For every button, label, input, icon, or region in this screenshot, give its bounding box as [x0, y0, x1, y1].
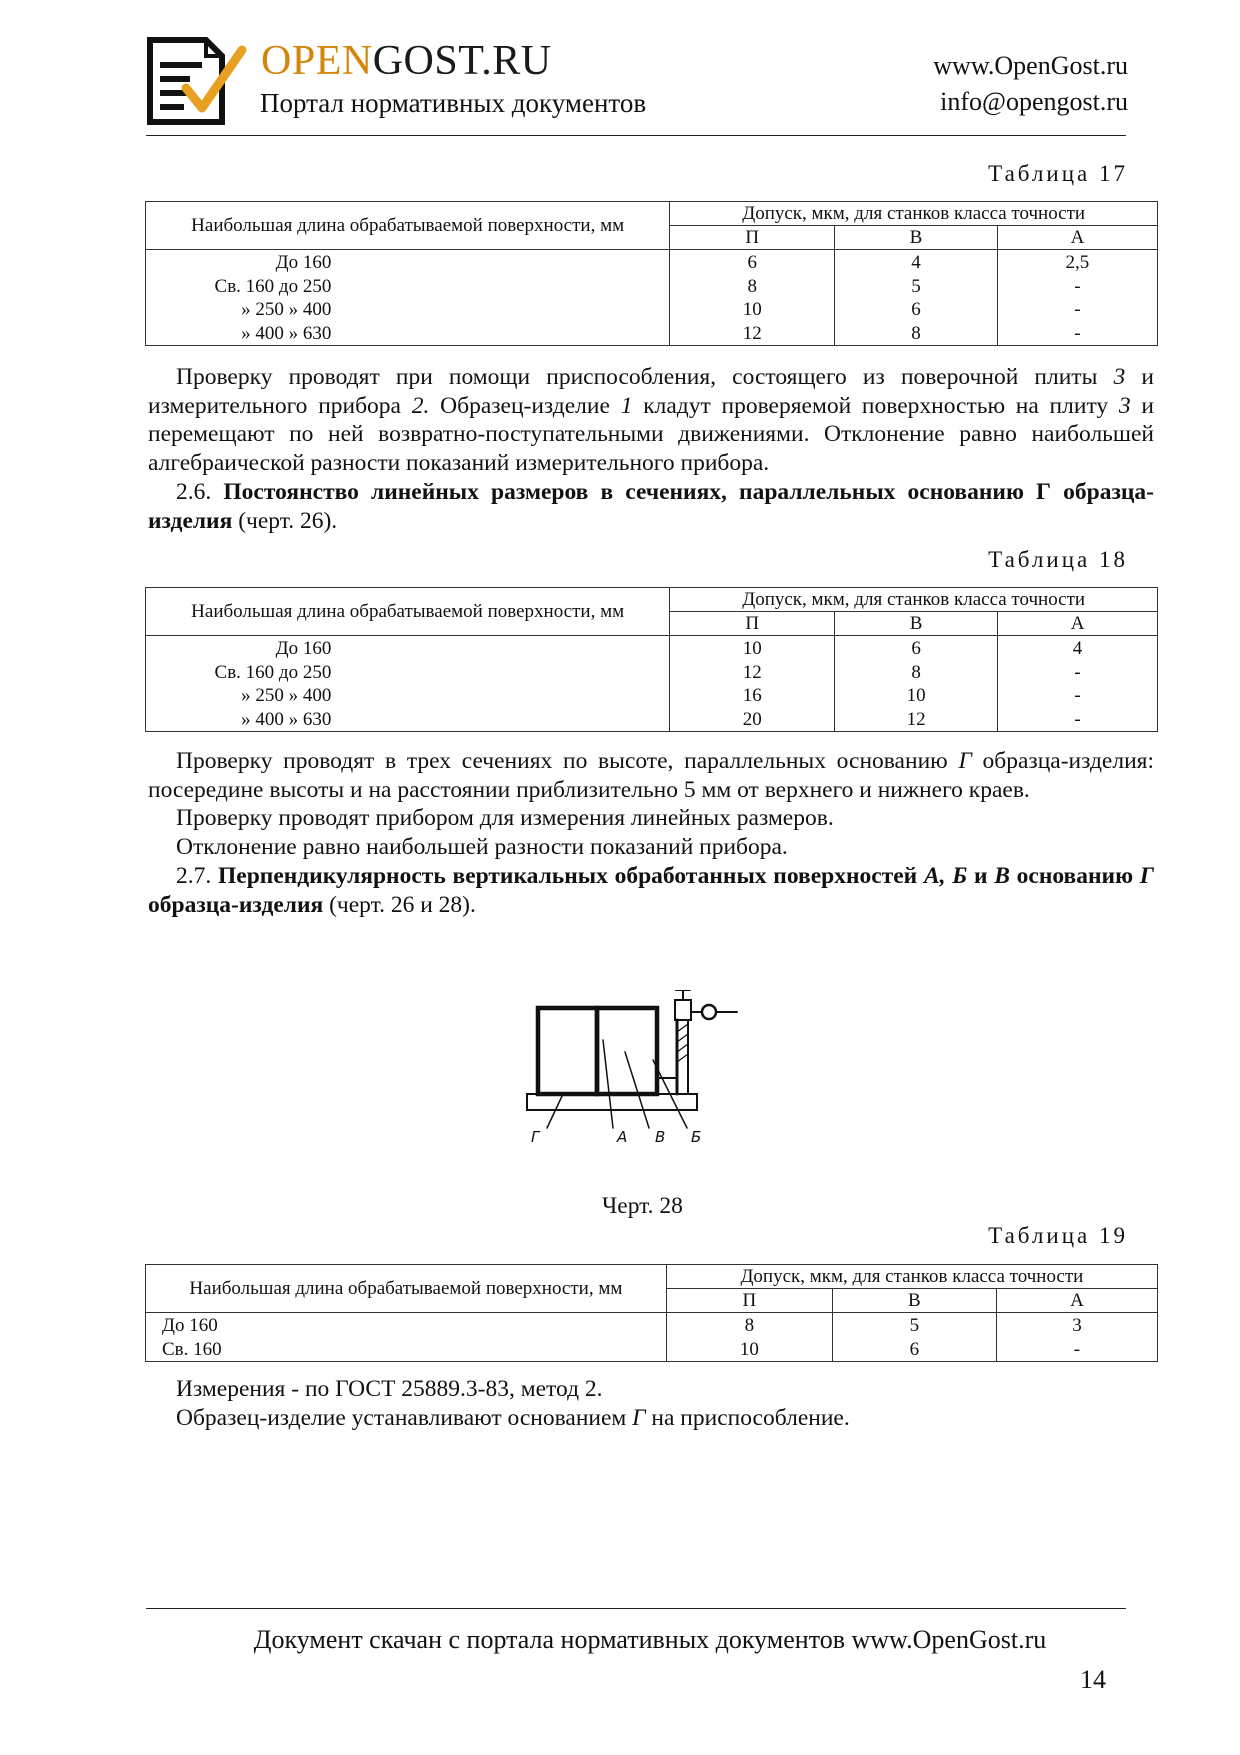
text: на приспособление. — [645, 1404, 850, 1431]
site-name — [261, 36, 552, 86]
cell: 6 — [911, 638, 921, 659]
header-divider — [146, 135, 1126, 136]
cell: 10 — [739, 1338, 759, 1360]
length-header: Наибольшая длина обрабатываемой поверхности, мм — [146, 202, 670, 250]
length-column — [146, 636, 670, 732]
class-header-p: П — [670, 226, 835, 250]
figure-label-g: Г — [531, 1128, 540, 1146]
site-subtitle: Портал нормативных документов — [260, 88, 647, 118]
length-header: Наибольшая длина обрабатываемой поверхности, мм — [146, 1265, 667, 1313]
text: Отклонение равно наибольшей разности показаний прибора. — [176, 834, 788, 861]
class-header-a: А — [997, 226, 1157, 250]
text: кладут проверяемой поверхностью на плиту — [632, 392, 1119, 419]
tolerance-header: Допуск, мкм, для станков класса точности — [666, 1265, 1157, 1289]
ref: 3 — [1118, 392, 1131, 419]
figure-label-a: А — [617, 1128, 628, 1146]
length-header: Наибольшая длина обрабатываемой поверхности, мм — [146, 588, 670, 636]
table-18 — [145, 587, 1158, 732]
site-url-link[interactable]: www.OpenGost.ru — [933, 51, 1128, 80]
cell: - — [1074, 708, 1081, 730]
cell: 12 — [906, 708, 926, 730]
class-a-column — [997, 250, 1157, 346]
cell: 10 — [906, 685, 926, 706]
cell: 8 — [744, 1315, 755, 1336]
cell: 10 — [742, 299, 762, 320]
cell: 2,5 — [1065, 252, 1090, 273]
table-row: Св. 160 — [162, 1338, 222, 1360]
cell: 4 — [911, 252, 921, 273]
text: (черт. 26). — [232, 507, 338, 534]
class-header-p: П — [666, 1289, 832, 1313]
class-header-v: В — [835, 612, 998, 636]
cell: 8 — [911, 322, 921, 344]
cell: - — [1074, 685, 1081, 706]
class-header-v: В — [832, 1289, 996, 1313]
footer-divider — [146, 1608, 1126, 1609]
ref: Г — [958, 748, 972, 774]
table-row: » 250 » 400 — [241, 299, 332, 320]
ref: Г — [632, 1404, 646, 1431]
heading-part: Г — [1139, 862, 1154, 889]
site-email-link[interactable]: info@opengost.ru — [940, 87, 1128, 116]
opengost-logo — [146, 36, 250, 126]
table-row: Св. 160 до 250 — [214, 661, 332, 683]
cell: 8 — [911, 661, 921, 683]
section-heading — [148, 863, 1154, 918]
section-2-6 — [148, 478, 1154, 535]
ref: 2. — [411, 392, 430, 419]
class-header-a: А — [996, 1289, 1157, 1313]
class-p-column — [670, 636, 835, 732]
length-column — [146, 250, 670, 346]
heading-part: и — [967, 862, 995, 889]
text: Образец-изделие — [429, 392, 621, 419]
class-header-a: А — [998, 612, 1158, 636]
class-a-column — [998, 636, 1158, 732]
cell: 10 — [742, 638, 762, 659]
text: и перемещают по ней возвратно-поступательными движениями. Отклонение равно наибольшей алгебраической разности показаний измерительного прибора. — [148, 392, 1155, 477]
cell: 5 — [911, 275, 921, 297]
cell: 12 — [742, 322, 762, 344]
table-17-caption: Таблица 17 — [988, 161, 1128, 186]
section-2-7 — [148, 862, 1154, 919]
text: образца-изделия: посередине высоты и на расстоянии приблизительно 5 мм от верхнего и нижнего краев. — [148, 748, 1155, 803]
footer-text: Документ скачан с портала нормативных документов www.OpenGost.ru — [253, 1625, 1047, 1654]
ref: 1 — [620, 392, 633, 419]
ref: 3 — [1113, 364, 1126, 390]
cell: 6 — [909, 1338, 920, 1360]
class-header-v: В — [835, 226, 998, 250]
cell: 3 — [1072, 1315, 1082, 1336]
cell: - — [1074, 275, 1081, 297]
page-number: 14 — [1080, 1665, 1106, 1694]
tolerance-header: Допуск, мкм, для станков класса точности — [670, 202, 1158, 226]
table-17 — [145, 201, 1158, 346]
brand-open: OPEN — [261, 38, 373, 84]
table-row: Св. 160 до 250 — [214, 275, 332, 297]
paragraph-method-19 — [148, 1375, 1154, 1432]
section-number: 2.6. — [176, 478, 212, 505]
text: Измерения - по ГОСТ 25889.3-83, метод 2. — [176, 1376, 603, 1402]
table-19-caption: Таблица 19 — [988, 1223, 1128, 1248]
cell: 6 — [911, 299, 921, 320]
class-v-column — [835, 250, 998, 346]
cell: - — [1074, 322, 1081, 344]
figure-28-drawing — [525, 990, 785, 1160]
cell: 4 — [1072, 638, 1083, 659]
section-heading: Постоянство линейных размеров в сечениях, параллельных основанию Г образца-изделия — [148, 478, 1155, 534]
table-row: » 400 » 630 — [241, 708, 332, 730]
text: и измерительного прибора — [148, 364, 1154, 419]
paragraph-method-17 — [148, 363, 1154, 535]
class-a-column — [996, 1313, 1157, 1362]
fixture-drawing — [527, 990, 737, 1128]
heading-part: образца-изделия — [148, 891, 324, 918]
class-p-column — [670, 250, 835, 346]
cell: 20 — [742, 708, 762, 730]
heading-part: В — [994, 862, 1010, 889]
figure-label-b: Б — [691, 1128, 702, 1146]
cell: 6 — [747, 252, 757, 273]
table-row: » 400 » 630 — [241, 322, 332, 344]
text: Проверку проводят при помощи приспособления, состоящего из поверочной плиты — [176, 364, 1114, 390]
heading-part: А, Б — [923, 862, 968, 889]
table-18-caption: Таблица 18 — [988, 547, 1128, 572]
class-p-column — [666, 1313, 832, 1362]
heading-part: основанию — [1009, 862, 1140, 889]
tolerance-header: Допуск, мкм, для станков класса точности — [670, 588, 1158, 612]
table-19 — [145, 1264, 1158, 1362]
text: Проверку проводят в трех сечениях по высоте, параллельных основанию — [176, 748, 959, 774]
cell: - — [1074, 299, 1081, 320]
heading-part: Перпендикулярность вертикальных обработанных поверхностей — [218, 862, 924, 889]
cell: - — [1073, 1338, 1081, 1360]
paragraph-method-18 — [148, 747, 1154, 919]
class-v-column — [835, 636, 998, 732]
class-header-p: П — [670, 612, 835, 636]
text: Образец-изделие устанавливают основанием — [176, 1404, 633, 1431]
figure-label-v: В — [655, 1128, 666, 1146]
section-number: 2.7. — [176, 862, 212, 889]
table-row: До 160 — [162, 1315, 218, 1336]
cell: 5 — [909, 1315, 920, 1336]
table-row: » 250 » 400 — [241, 685, 332, 706]
length-column — [146, 1313, 667, 1362]
cell: 12 — [742, 661, 762, 683]
table-row: До 160 — [275, 252, 332, 273]
text: Проверку проводят прибором для измерения линейных размеров. — [176, 805, 834, 832]
text: (черт. 26 и 28). — [323, 891, 476, 918]
cell: 16 — [742, 685, 762, 706]
cell: 8 — [747, 275, 757, 297]
table-row: До 160 — [275, 638, 332, 659]
cell: - — [1074, 661, 1081, 683]
class-v-column — [832, 1313, 996, 1362]
figure-caption: Черт. 28 — [602, 1193, 683, 1219]
brand-rest: GOST.RU — [372, 38, 552, 84]
